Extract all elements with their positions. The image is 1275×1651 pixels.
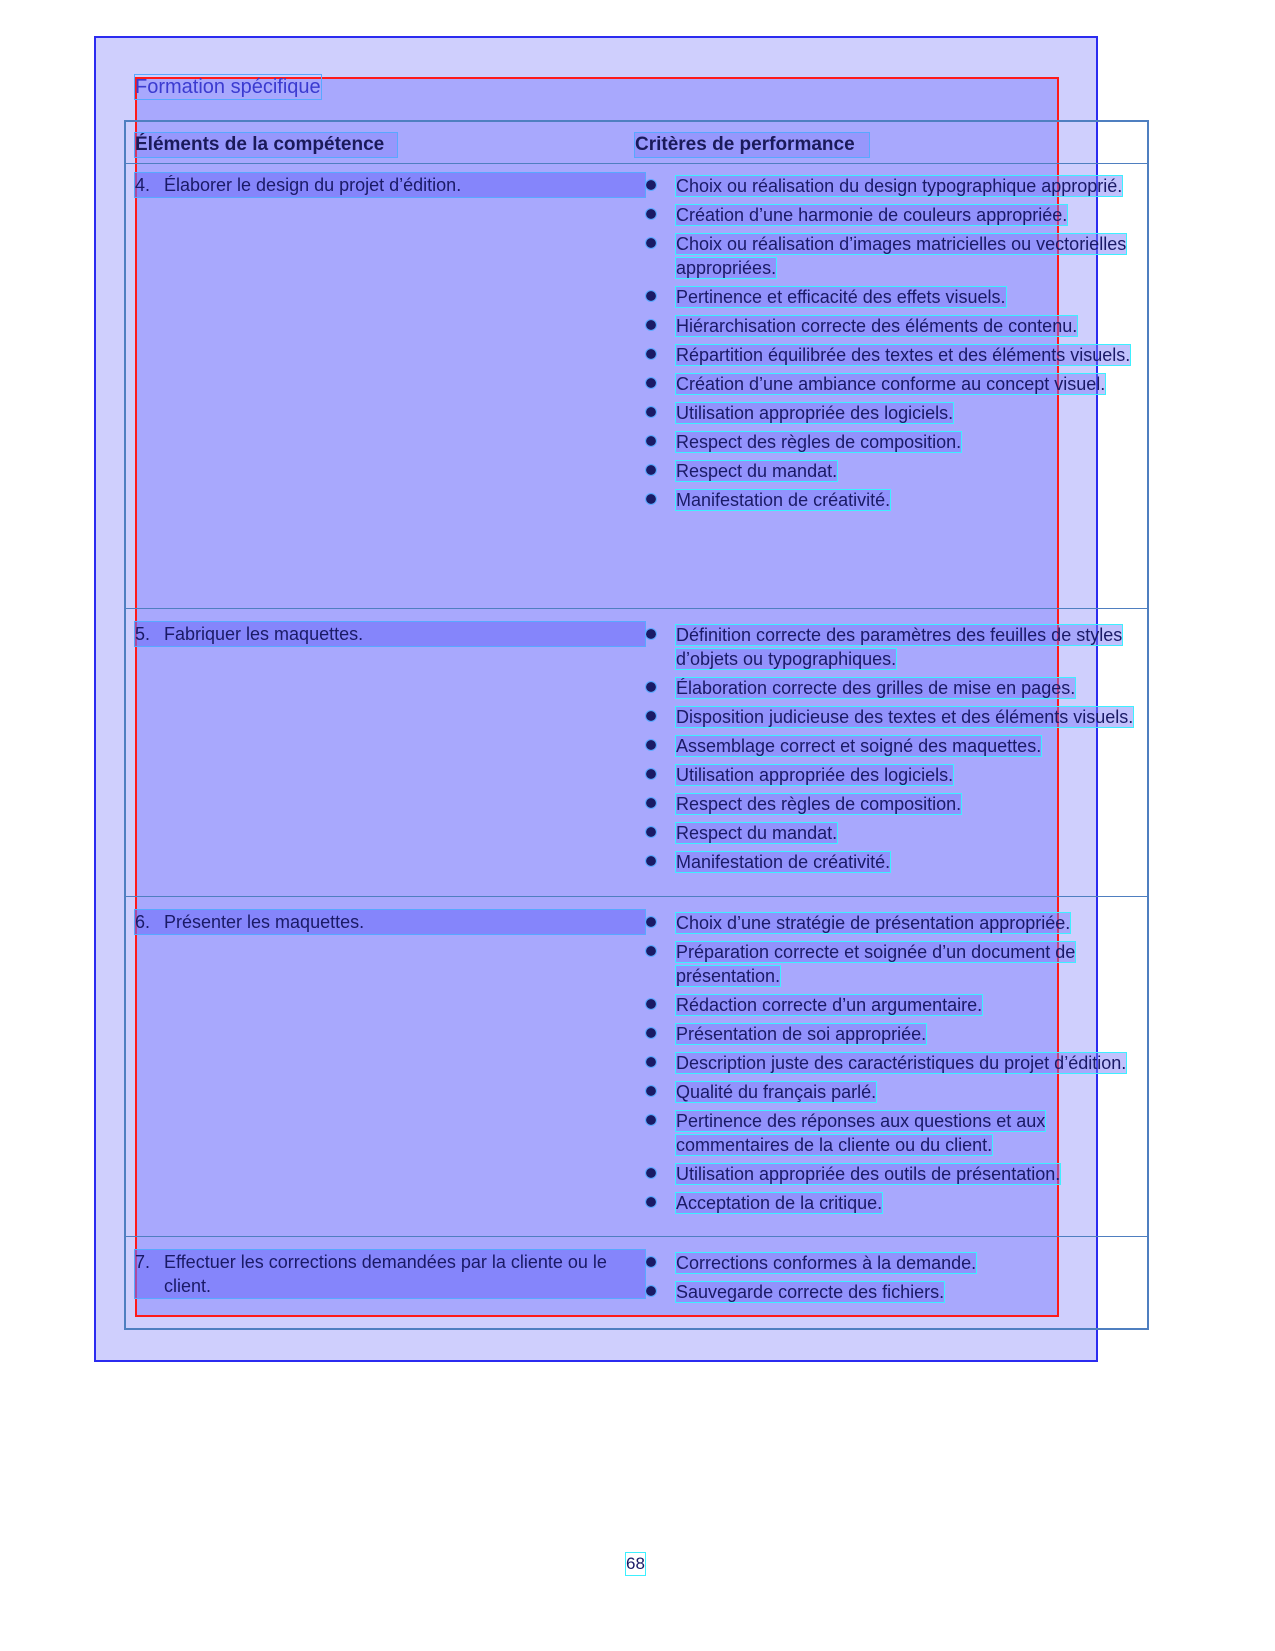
list-item	[646, 1280, 1141, 1304]
element-row	[135, 622, 645, 646]
criterion-text: Choix ou réalisation d’images matricielles ou vectorielles appropriées.	[676, 234, 1127, 278]
bullet-icon	[646, 946, 656, 956]
list-item	[646, 792, 1141, 816]
bullet-icon	[646, 1028, 656, 1038]
list-item	[646, 1191, 1141, 1215]
element-number: 5.	[135, 624, 151, 644]
criterion-text: Élaboration correcte des grilles de mise en pages.	[676, 678, 1076, 698]
bullet-icon	[646, 436, 656, 446]
row-divider	[124, 896, 1149, 897]
row-divider	[124, 1236, 1149, 1237]
bullet-icon	[646, 740, 656, 750]
bullet-icon	[646, 827, 656, 837]
list-item	[646, 343, 1141, 367]
criterion-text: Pertinence et efficacité des effets visuels.	[676, 287, 1006, 307]
list-item	[646, 488, 1141, 512]
section-title: Formation spécifique	[135, 76, 321, 98]
criteria-list	[646, 623, 1141, 879]
criterion-text: Manifestation de créativité.	[676, 490, 891, 510]
criterion-text: Pertinence des réponses aux questions et aux commentaires de la cliente ou du client.	[676, 1111, 1046, 1155]
criteria-list	[646, 174, 1141, 517]
element-row	[135, 1250, 645, 1298]
bullet-icon	[646, 1168, 656, 1178]
list-item	[646, 1162, 1141, 1186]
criteria-list	[646, 911, 1141, 1220]
bullet-icon	[646, 378, 656, 388]
bullet-icon	[646, 238, 656, 248]
list-item	[646, 203, 1141, 227]
header-criteria: Critères de performance	[635, 133, 869, 157]
list-item	[646, 763, 1141, 787]
bullet-icon	[646, 1086, 656, 1096]
bullet-icon	[646, 1197, 656, 1207]
criterion-text: Manifestation de créativité.	[676, 852, 891, 872]
criteria-list	[646, 1251, 1141, 1309]
criterion-text: Rédaction correcte d’un argumentaire.	[676, 995, 983, 1015]
list-item	[646, 734, 1141, 758]
element-number: 6.	[135, 912, 151, 932]
list-item	[646, 430, 1141, 454]
row-divider	[124, 608, 1149, 609]
criterion-text: Disposition judicieuse des textes et des éléments visuels.	[676, 707, 1134, 727]
criterion-text: Définition correcte des paramètres des feuilles de styles d’objets ou typographiques.	[676, 625, 1123, 669]
criterion-text: Sauvegarde correcte des fichiers.	[676, 1282, 945, 1302]
criterion-text: Utilisation appropriée des logiciels.	[676, 403, 954, 423]
bullet-icon	[646, 209, 656, 219]
criterion-text: Corrections conformes à la demande.	[676, 1253, 977, 1273]
bullet-icon	[646, 1057, 656, 1067]
bullet-icon	[646, 711, 656, 721]
criterion-text: Respect des règles de composition.	[676, 794, 962, 814]
criterion-text: Préparation correcte et soignée d’un document de présentation.	[676, 942, 1076, 986]
criterion-text: Respect des règles de composition.	[676, 432, 962, 452]
criterion-text: Choix d’une stratégie de présentation appropriée.	[676, 913, 1071, 933]
bullet-icon	[646, 320, 656, 330]
header-elements: Éléments de la compétence	[135, 133, 397, 157]
list-item	[646, 401, 1141, 425]
list-item	[646, 821, 1141, 845]
list-item	[646, 174, 1141, 198]
bullet-icon	[646, 291, 656, 301]
list-item	[646, 1022, 1141, 1046]
bullet-icon	[646, 999, 656, 1009]
list-item	[646, 911, 1141, 935]
element-number: 7.	[135, 1252, 151, 1272]
criterion-text: Description juste des caractéristiques du projet d’édition.	[676, 1053, 1127, 1073]
list-item	[646, 314, 1141, 338]
list-item	[646, 676, 1141, 700]
bullet-icon	[646, 465, 656, 475]
bullet-icon	[646, 629, 656, 639]
criterion-text: Acceptation de la critique.	[676, 1193, 883, 1213]
element-number: 4.	[135, 175, 151, 195]
bullet-icon	[646, 1257, 656, 1267]
bullet-icon	[646, 682, 656, 692]
criterion-text: Respect du mandat.	[676, 823, 838, 843]
list-item	[646, 459, 1141, 483]
list-item	[646, 232, 1141, 280]
criterion-text: Choix ou réalisation du design typographique approprié.	[676, 176, 1123, 196]
criterion-text: Assemblage correct et soigné des maquettes.	[676, 736, 1042, 756]
list-item	[646, 1251, 1141, 1275]
list-item	[646, 372, 1141, 396]
bullet-icon	[646, 798, 656, 808]
list-item	[646, 1109, 1141, 1157]
header-divider	[124, 163, 1149, 164]
list-item	[646, 285, 1141, 309]
list-item	[646, 993, 1141, 1017]
list-item	[646, 1080, 1141, 1104]
criterion-text: Création d’une harmonie de couleurs appropriée.	[676, 205, 1068, 225]
bullet-icon	[646, 494, 656, 504]
list-item	[646, 850, 1141, 874]
list-item	[646, 940, 1141, 988]
element-row	[135, 910, 645, 934]
criterion-text: Respect du mandat.	[676, 461, 838, 481]
element-row	[135, 173, 645, 197]
criterion-text: Répartition équilibrée des textes et des éléments visuels.	[676, 345, 1131, 365]
criterion-text: Utilisation appropriée des logiciels.	[676, 765, 954, 785]
element-text: Fabriquer les maquettes.	[164, 624, 364, 644]
list-item	[646, 623, 1141, 671]
element-text: Élaborer le design du projet d’édition.	[164, 175, 462, 195]
element-text: Effectuer les corrections demandées par la cliente ou le client.	[164, 1252, 607, 1296]
criterion-text: Présentation de soi appropriée.	[676, 1024, 927, 1044]
criterion-text: Qualité du français parlé.	[676, 1082, 877, 1102]
criterion-text: Utilisation appropriée des outils de présentation.	[676, 1164, 1061, 1184]
bullet-icon	[646, 180, 656, 190]
list-item	[646, 705, 1141, 729]
element-text: Présenter les maquettes.	[164, 912, 365, 932]
bullet-icon	[646, 1115, 656, 1125]
bullet-icon	[646, 407, 656, 417]
bullet-icon	[646, 1286, 656, 1296]
bullet-icon	[646, 349, 656, 359]
page-number: 68	[626, 1554, 645, 1573]
bullet-icon	[646, 856, 656, 866]
bullet-icon	[646, 917, 656, 927]
criterion-text: Hiérarchisation correcte des éléments de contenu.	[676, 316, 1078, 336]
criterion-text: Création d’une ambiance conforme au concept visuel.	[676, 374, 1106, 394]
list-item	[646, 1051, 1141, 1075]
bullet-icon	[646, 769, 656, 779]
